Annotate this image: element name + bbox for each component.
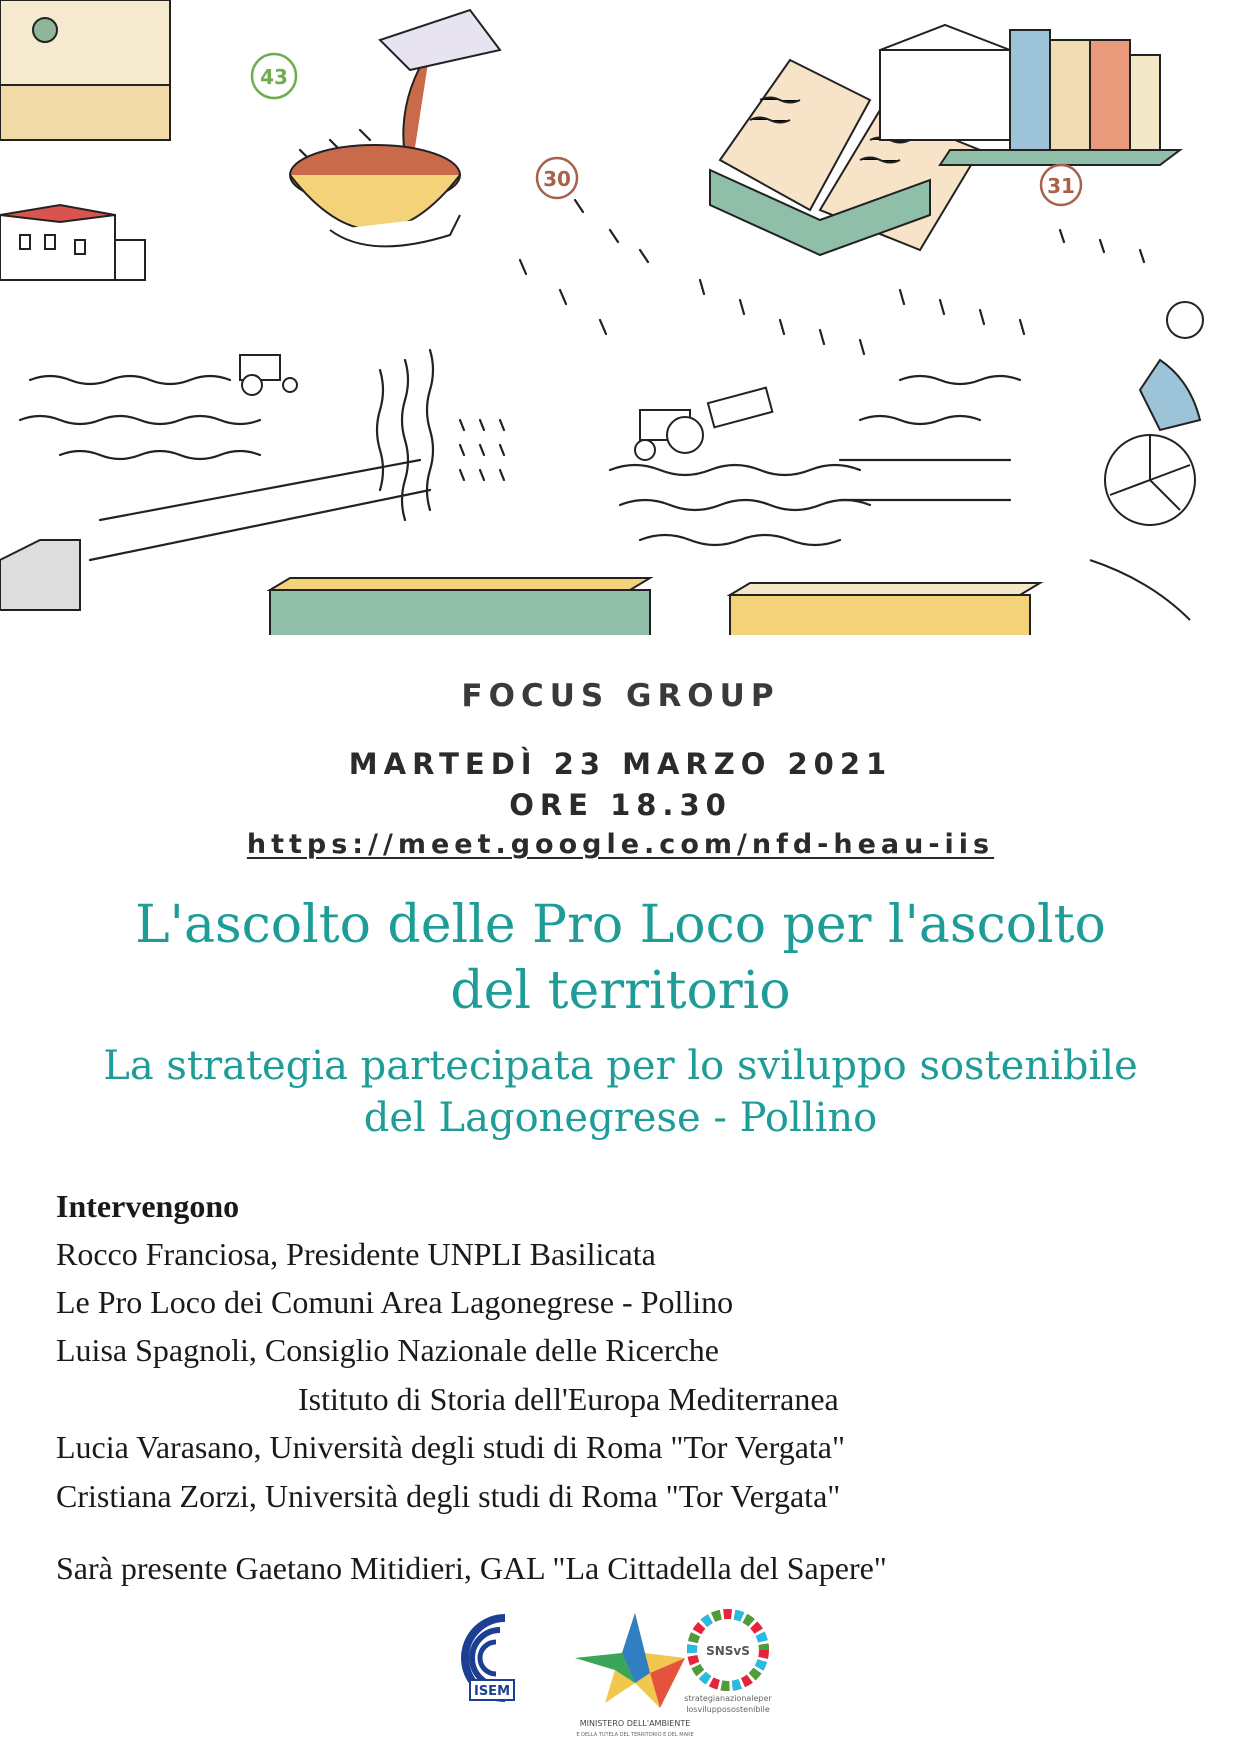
subtitle xyxy=(40,1040,1201,1144)
subtitle-line-2: del Lagonegrese - Pollino xyxy=(363,1095,878,1141)
snsvs-caption-1: strategianazionaleper xyxy=(684,1694,772,1703)
event-time: ORE 18.30 xyxy=(509,788,732,822)
event-date: MARTEDÌ 23 MARZO 2021 xyxy=(348,747,893,781)
snsvs-caption-2: losvilupposostenibile xyxy=(686,1705,770,1714)
title-line-2: del territorio xyxy=(450,961,791,1021)
meeting-link-row xyxy=(0,829,1241,860)
ministry-text-1: MINISTERO DELL'AMBIENTE xyxy=(579,1719,691,1728)
partner-logos xyxy=(0,1598,1241,1748)
marker-30-label: 30 xyxy=(543,167,571,191)
title-line-1: L'ascolto delle Pro Loco per l'ascolto xyxy=(135,895,1106,955)
marker-31-label: 31 xyxy=(1047,174,1075,198)
speaker-item: Cristiana Zorzi, Università degli studi di Roma "Tor Vergata" xyxy=(56,1478,841,1514)
speaker-item: Le Pro Loco dei Comuni Area Lagonegrese - Pollino xyxy=(56,1284,734,1320)
speaker-item: Luisa Spagnoli, Consiglio Nazionale delle Ricerche xyxy=(56,1332,719,1368)
snsvs-logo xyxy=(684,1614,772,1714)
event-label: FOCUS GROUP xyxy=(461,678,780,714)
subtitle-line-1: La strategia partecipata per lo sviluppo sostenibile xyxy=(103,1043,1138,1089)
speaker-item: Rocco Franciosa, Presidente UNPLI Basilicata xyxy=(56,1236,656,1272)
snsvs-text: SNSvS xyxy=(706,1644,750,1658)
meeting-link[interactable]: https://meet.google.com/nfd-heau-iis xyxy=(246,829,995,860)
cnr-isem-logo xyxy=(465,1618,514,1700)
speakers-heading: Intervengono xyxy=(56,1188,240,1224)
ministry-environment-logo xyxy=(575,1613,694,1738)
ministry-text-2: E DELLA TUTELA DEL TERRITORIO E DEL MARE xyxy=(576,1732,694,1738)
header-illustration xyxy=(0,0,1241,635)
isem-text: ISEM xyxy=(473,1684,511,1699)
speaker-item: Lucia Varasano, Università degli studi di Roma "Tor Vergata" xyxy=(56,1429,846,1465)
speaker-affiliation: Istituto di Storia dell'Europa Mediterranea xyxy=(298,1381,839,1417)
landscape-drawing xyxy=(0,0,1241,635)
presence-note: Sarà presente Gaetano Mitidieri, GAL "La Cittadella del Sapere" xyxy=(56,1550,887,1586)
marker-43-label: 43 xyxy=(260,65,288,89)
page-title xyxy=(40,892,1201,1024)
